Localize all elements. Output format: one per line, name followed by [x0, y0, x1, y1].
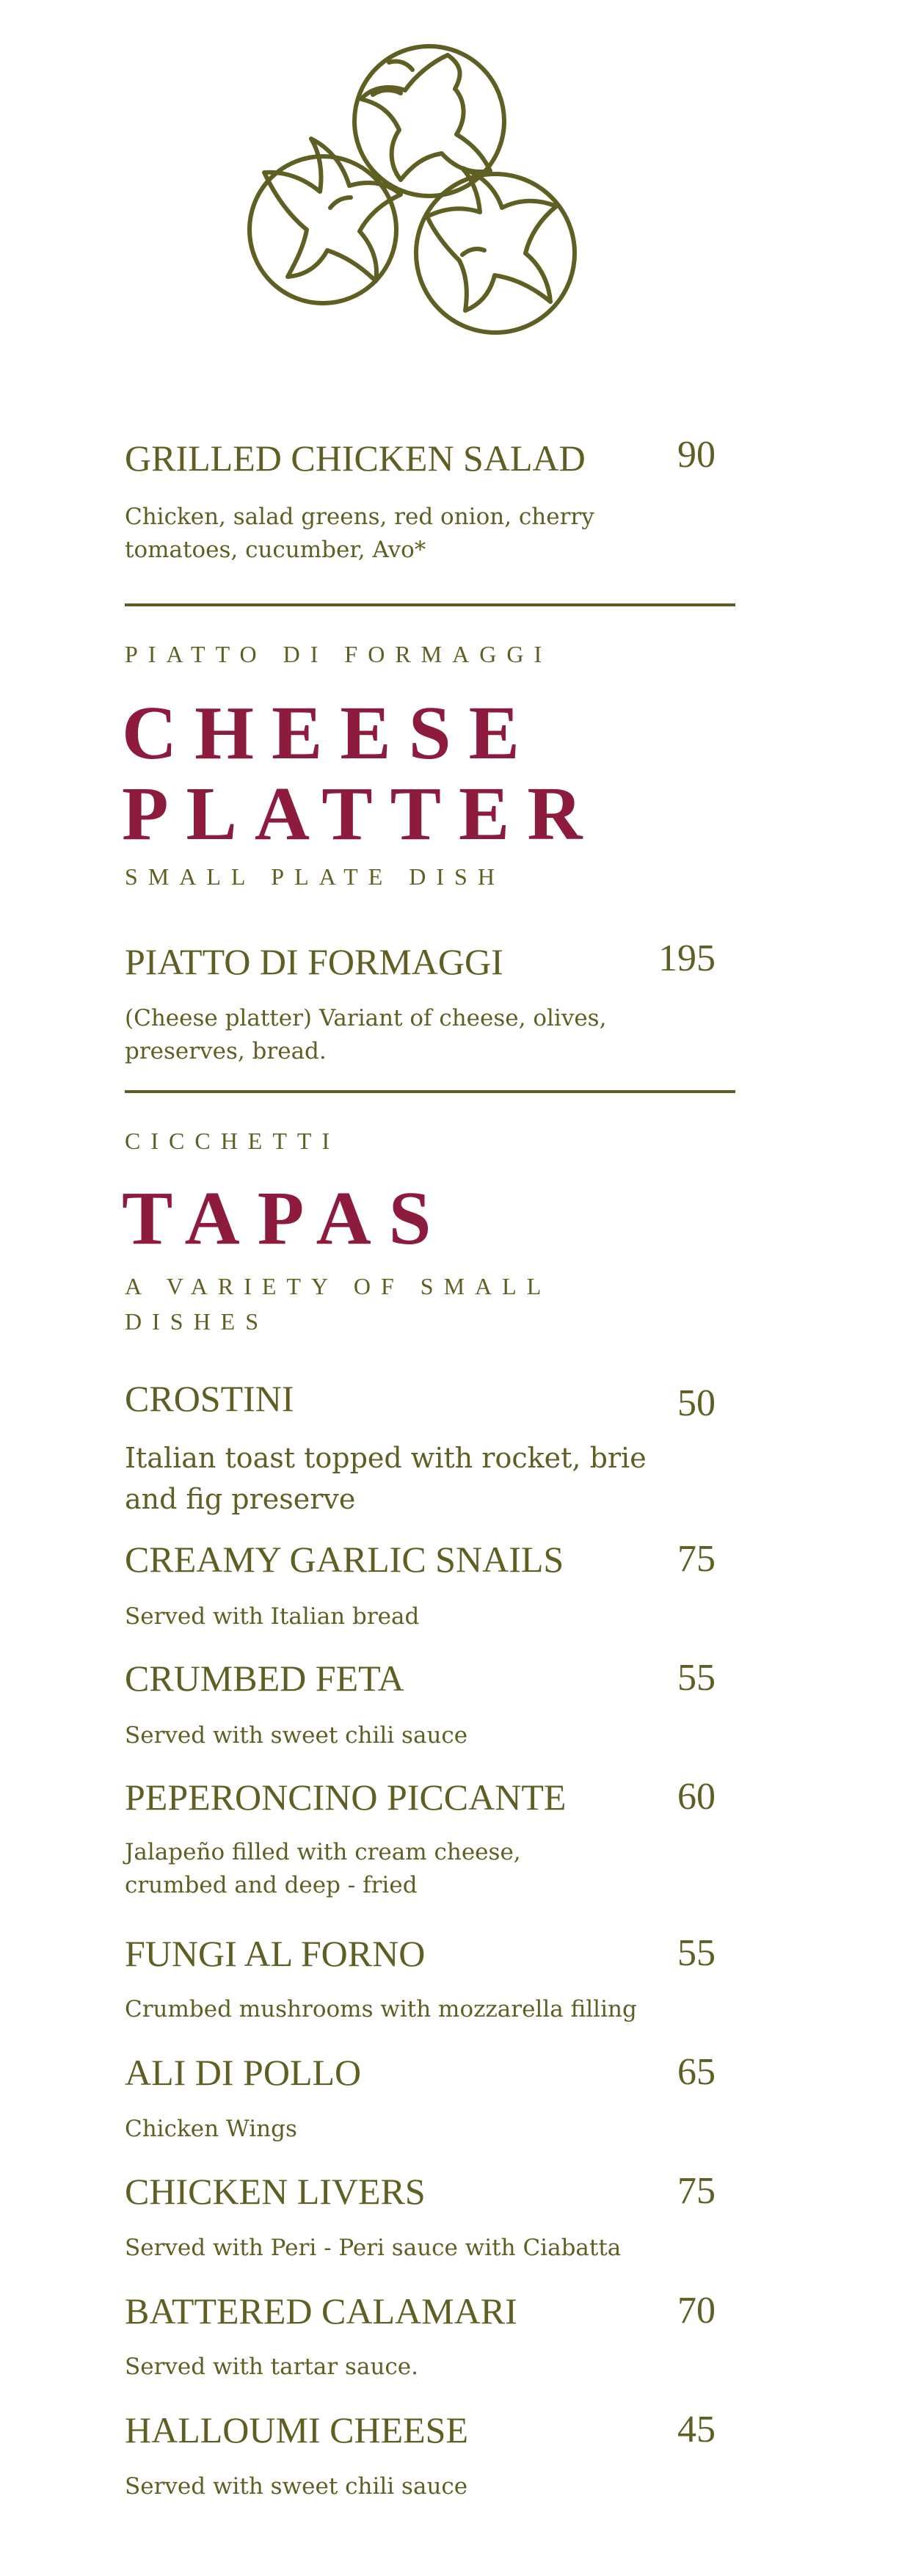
menu-item-price: 45 — [677, 2409, 716, 2450]
section-title: CHEESE PLATTER — [122, 691, 600, 856]
menu-item-description: Served with Italian bread — [125, 1603, 420, 1630]
menu-item-name: CRUMBED FETA — [125, 1658, 404, 1699]
menu-item-description: Served with sweet chili sauce — [125, 1722, 468, 1749]
menu-item-name: HALLOUMI CHEESE — [125, 2409, 469, 2450]
cherry-tomatoes-icon — [242, 33, 594, 356]
section-eyebrow: PIATTO DI FORMAGGI — [125, 641, 553, 667]
menu-item-name: BATTERED CALAMARI — [125, 2290, 517, 2332]
menu-item-price: 60 — [677, 1776, 716, 1818]
menu-item-description: Italian toast topped with rocket, brie and fig preserve — [125, 1442, 647, 1515]
menu-item-description: Chicken Wings — [125, 2116, 297, 2142]
menu-item-name: CHICKEN LIVERS — [125, 2171, 426, 2212]
menu-item-price: 70 — [677, 2290, 716, 2332]
section-eyebrow: CICCHETTI — [125, 1128, 341, 1154]
section-subtitle: A VARIETY OF SMALL DISHES — [125, 1273, 551, 1335]
menu-item-price: 90 — [677, 434, 716, 476]
section-divider — [125, 603, 735, 606]
menu-item-price: 55 — [677, 1932, 716, 1974]
menu-item-name: CROSTINI — [125, 1378, 294, 1419]
menu-item-name: PIATTO DI FORMAGGI — [125, 941, 503, 982]
menu-item-name: CREAMY GARLIC SNAILS — [125, 1539, 564, 1580]
menu-item-name: GRILLED CHICKEN SALAD — [125, 438, 586, 479]
menu-item-price: 65 — [677, 2051, 716, 2093]
menu-item-name: FUNGI AL FORNO — [125, 1933, 426, 1974]
menu-item-price: 75 — [677, 2170, 716, 2212]
menu-item-description: Chicken, salad greens, red onion, cherry tomatoes, cucumber, Avo* — [125, 504, 594, 563]
menu-item-description: Jalapeño filled with cream cheese, crumbed and deep - fried — [125, 1839, 521, 1898]
menu-item-description: Served with Peri - Peri sauce with Ciabatta — [125, 2235, 622, 2261]
menu-item-price: 195 — [658, 937, 716, 979]
section-subtitle: SMALL PLATE DISH — [125, 863, 505, 890]
section-divider — [125, 1090, 735, 1093]
menu-item-price: 75 — [677, 1538, 716, 1580]
menu-item-description: Served with sweet chili sauce — [125, 2473, 468, 2500]
menu-item-price: 55 — [677, 1657, 716, 1699]
menu-item-description: (Cheese platter) Variant of cheese, olives, preserves, bread. — [125, 1005, 607, 1064]
menu-item-name: PEPERONCINO PICCANTE — [125, 1777, 567, 1818]
section-title: TAPAS — [122, 1176, 449, 1260]
menu-item-description: Crumbed mushrooms with mozzarella filling — [125, 1996, 637, 2022]
menu-item-description: Served with tartar sauce. — [125, 2354, 418, 2380]
menu-item-price: 50 — [677, 1382, 716, 1424]
menu-item-name: ALI DI POLLO — [125, 2052, 362, 2093]
